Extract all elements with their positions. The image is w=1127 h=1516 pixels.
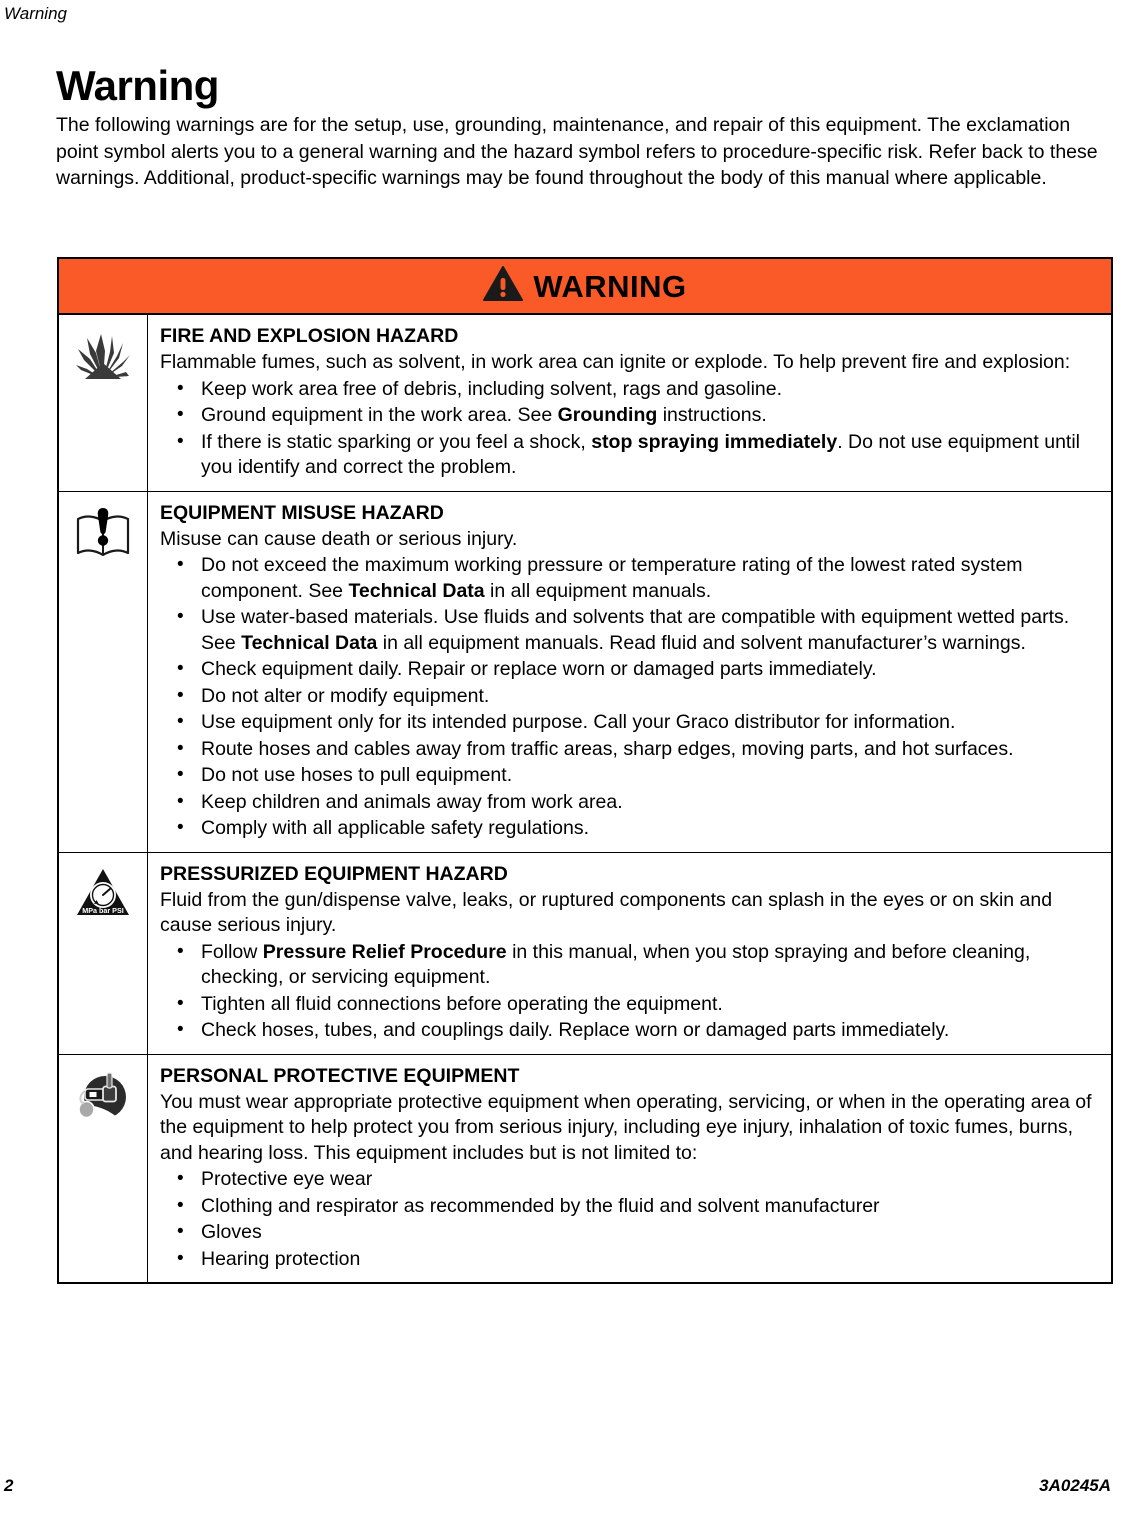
hazard-title: FIRE AND EXPLOSION HAZARD	[160, 325, 459, 347]
bullet-text: Do not alter or modify equipment.	[201, 684, 490, 707]
bullet-text: Check hoses, tubes, and couplings daily. Replace worn or damaged parts immediately.	[201, 1019, 950, 1041]
bullet-text: Gloves	[201, 1221, 262, 1243]
manual-exclamation-icon	[74, 506, 132, 567]
hazard-intro: You must wear appropriate protective equipment when operating, servicing, or when in the operating area of the equipment to help protect you from serious injury, including eye injury, inhalation of toxic fumes, burns, and hearing loss. This equipment includes but is not limited to:	[160, 1090, 1092, 1164]
hazard-intro: Flammable fumes, such as solvent, in work area can ignite or explode. To help prevent fire and explosion:	[160, 351, 1071, 373]
hazard-body-cell	[148, 492, 1111, 852]
bullet-text: If there is static sparking or you feel a shock,	[201, 430, 592, 453]
hazard-bullet-item	[160, 377, 1099, 403]
bullet-text: Follow	[201, 940, 263, 963]
personal-protective-equipment-icon	[75, 1069, 131, 1128]
hazard-bullet-item	[160, 763, 1099, 789]
bullet-text: Keep work area free of debris, including solvent, rags and gasoline.	[201, 377, 783, 400]
hazard-bullet-item	[160, 1220, 1099, 1246]
warning-triangle-icon	[483, 266, 523, 307]
hazard-icon-cell	[59, 1055, 148, 1283]
hazard-bullet-item	[160, 684, 1099, 710]
hazard-bullet-item	[160, 710, 1099, 736]
hazard-bullet-item	[160, 403, 1099, 429]
hazard-title: PRESSURIZED EQUIPMENT HAZARD	[160, 862, 508, 885]
hazard-bullet-item	[160, 1167, 1099, 1193]
bullet-text: Check equipment daily. Repair or replace worn or damaged parts immediately.	[201, 658, 877, 680]
hazard-bullet-item	[160, 430, 1099, 481]
intro-section	[56, 62, 1116, 192]
hazard-intro: Fluid from the gun/dispense valve, leaks, or ruptured components can splash in the eyes or on skin and cause serious injury.	[160, 888, 1053, 936]
hazard-bullet-item	[160, 657, 1099, 683]
emphasis-text: Technical Data	[241, 631, 378, 654]
hazard-row	[59, 315, 1111, 492]
intro-paragraph: The following warnings are for the setup, use, grounding, maintenance, and repair of this equipment. The exclamation point symbol alerts you to a general warning and the hazard symbol refers to procedure-specific risk. Refer back to these warnings. Additional, product-specific warnings may be found throughout the body of this manual where applicable.	[56, 114, 1098, 189]
bullet-text: Protective eye wear	[201, 1168, 373, 1190]
hazard-body-cell	[148, 1055, 1111, 1283]
hazard-bullet-list	[160, 553, 1099, 842]
warning-banner-label: WARNING	[533, 268, 687, 304]
hazard-bullet-item	[160, 790, 1099, 816]
hazard-body-cell	[148, 315, 1111, 491]
page-footer	[0, 1476, 1127, 1498]
hazard-icon-cell	[59, 853, 148, 1054]
bullet-text: Tighten all fluid connections before operating the equipment.	[201, 992, 723, 1015]
footer-page-number: 2	[4, 1476, 14, 1495]
hazard-bullet-item	[160, 940, 1099, 991]
hazard-bullet-item	[160, 553, 1099, 604]
bullet-text: Ground equipment in the work area. See	[201, 404, 558, 426]
hazard-row	[59, 1055, 1111, 1283]
bullet-text: Route hoses and cables away from traffic areas, sharp edges, moving parts, and hot surfaces.	[201, 737, 1014, 760]
hazard-row	[59, 853, 1111, 1055]
hazard-bullet-item	[160, 992, 1099, 1018]
warning-table	[57, 257, 1113, 1284]
hazard-bullet-item	[160, 605, 1099, 656]
hazard-bullet-list	[160, 1167, 1099, 1272]
pressure-gauge-triangle-icon	[75, 867, 131, 924]
bullet-text: Keep children and animals away from work area.	[201, 790, 623, 813]
hazard-row	[59, 492, 1111, 853]
emphasis-text: Technical Data	[348, 579, 485, 602]
explosion-icon	[75, 329, 131, 388]
bullet-text: Use equipment only for its intended purpose. Call your Graco distributor for information.	[201, 711, 956, 733]
hazard-bullet-item	[160, 1018, 1099, 1044]
page-title: Warning	[56, 62, 219, 109]
hazard-title: EQUIPMENT MISUSE HAZARD	[160, 501, 444, 524]
hazard-bullet-item	[160, 1247, 1099, 1273]
hazard-intro: Misuse can cause death or serious injury.	[160, 527, 518, 550]
bullet-text: instructions.	[657, 404, 767, 426]
hazard-bullet-item	[160, 816, 1099, 842]
hazard-bullet-item	[160, 1194, 1099, 1220]
bullet-text: Comply with all applicable safety regulations.	[201, 817, 590, 839]
emphasis-text: Grounding	[557, 404, 658, 426]
hazard-title: PERSONAL PROTECTIVE EQUIPMENT	[160, 1064, 520, 1087]
bullet-text: Use water-based materials. Use fluids and solvents that are compatible with equipment wetted parts. See	[201, 606, 1070, 654]
emphasis-text: Pressure Relief Procedure	[262, 940, 507, 963]
bullet-text: in all equipment manuals.	[484, 579, 712, 602]
bullet-text: Do not exceed the maximum working pressure or temperature rating of the lowest rated system component. See	[201, 554, 1023, 602]
bullet-text: . Do not use equipment until you identify and correct the problem.	[201, 430, 1081, 478]
emphasis-text: stop spraying immediately	[591, 430, 838, 453]
bullet-text: in this manual, when you stop spraying and before cleaning, checking, or servicing equipment.	[201, 940, 1031, 988]
running-head: Warning	[4, 4, 67, 23]
warning-banner	[59, 259, 1111, 315]
bullet-text: Clothing and respirator as recommended by the fluid and solvent manufacturer	[201, 1194, 880, 1217]
footer-document-number: 3A0245A	[1039, 1476, 1111, 1495]
hazard-bullet-item	[160, 737, 1099, 763]
bullet-text: in all equipment manuals. Read fluid and solvent manufacturer’s warnings.	[377, 631, 1026, 654]
hazard-bullet-list	[160, 940, 1099, 1044]
pressure-units-label: MPa bar PSI	[82, 905, 124, 915]
hazard-icon-cell	[59, 492, 148, 852]
hazard-body-cell	[148, 853, 1111, 1054]
bullet-text: Hearing protection	[201, 1247, 361, 1270]
hazard-bullet-list	[160, 377, 1099, 481]
hazard-icon-cell	[59, 315, 148, 491]
bullet-text: Do not use hoses to pull equipment.	[201, 764, 513, 786]
